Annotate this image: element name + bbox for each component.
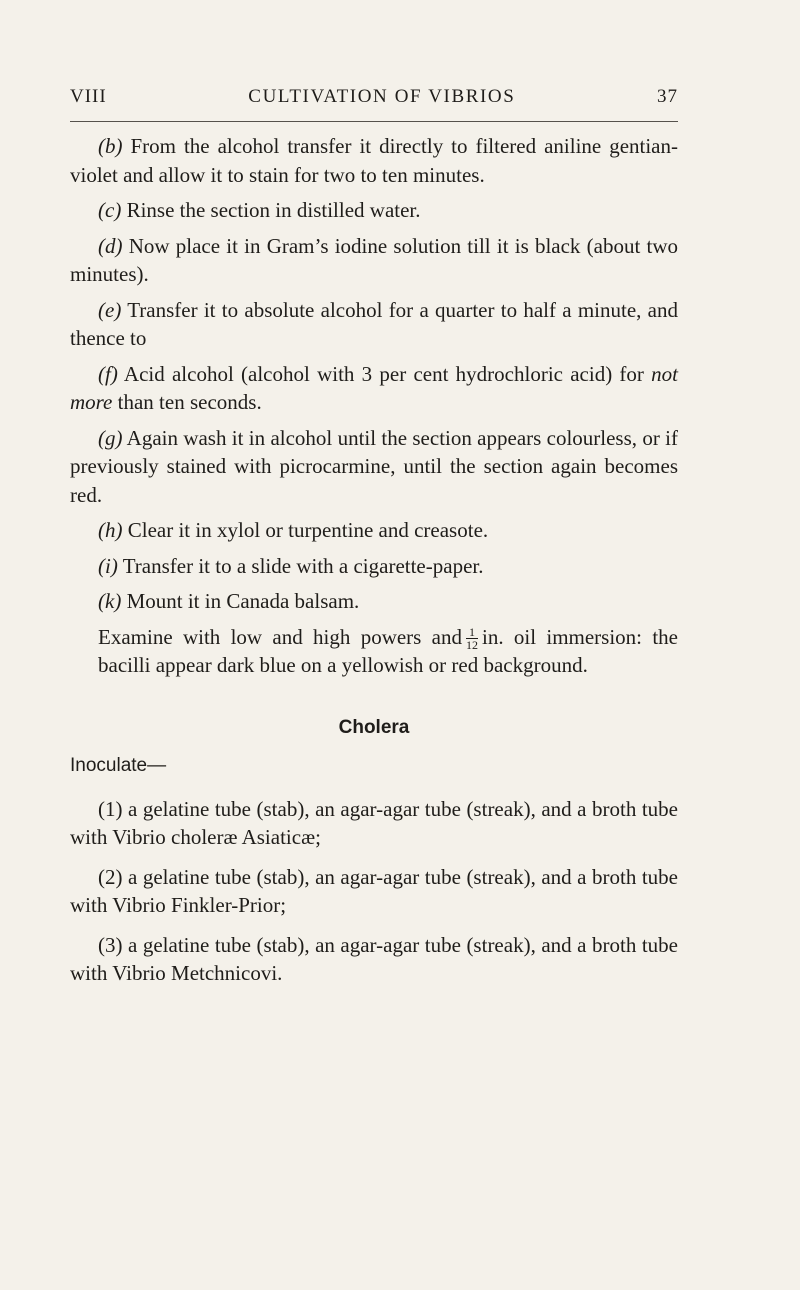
chapter-number: VIII	[70, 86, 107, 107]
inoculation-item	[70, 931, 678, 988]
step-marker: (c)	[98, 198, 122, 222]
step-marker: (d)	[98, 233, 123, 258]
item-text: a gelatine tube (stab), an agar-agar tube (streak), and a broth tube with Vibrio Finkler-Prior;	[70, 864, 678, 917]
section-heading: Cholera	[338, 716, 410, 738]
step-marker: (g)	[98, 425, 123, 450]
running-title: CULTIVATION OF VIBRIOS	[248, 86, 516, 107]
step-marker: (b)	[98, 134, 123, 158]
step-g	[70, 424, 678, 510]
header-rule	[70, 121, 678, 122]
step-text: Mount it in Canada balsam.	[126, 589, 360, 613]
examine-text: Examine with low and high powers and	[98, 624, 462, 649]
item-text: a gelatine tube (stab), an agar-agar tube (streak), and a broth tube with Vibrio choleræ Asiaticæ;	[70, 796, 678, 849]
examine-paragraph	[70, 623, 678, 680]
page-body	[70, 132, 678, 999]
step-text: Again wash it in alcohol until the section appears colourless, or if previously stained with picrocarmine, until the section again becomes red.	[70, 425, 678, 507]
inoculation-item	[70, 863, 678, 920]
fraction-denominator: 12	[465, 637, 478, 652]
step-marker: (k)	[98, 589, 122, 613]
step-e	[70, 296, 678, 353]
step-text: Now place it in Gram’s iodine solution till it is black (about two minutes).	[70, 233, 678, 286]
examine-text-end: in. oil immersion: the bacilli appear dark blue on a yellowish or red background.	[98, 624, 678, 677]
fraction-numerator: 1	[466, 626, 478, 639]
running-header	[70, 86, 678, 108]
step-marker: (h)	[98, 518, 123, 542]
step-f	[70, 360, 678, 417]
item-text: a gelatine tube (stab), an agar-agar tube (streak), and a broth tube with Vibrio Metchnicovi.	[70, 932, 678, 985]
item-number: (1)	[98, 796, 123, 821]
step-c	[70, 196, 678, 225]
item-number: (2)	[98, 864, 123, 889]
step-text: From the alcohol transfer it directly to filtered aniline gentian-violet and allow it to stain for two to ten minutes.	[70, 134, 678, 187]
step-marker: (i)	[98, 553, 118, 578]
step-text: Transfer it to a slide with a cigarette-paper.	[122, 553, 484, 578]
inoculate-label: Inoculate—	[70, 755, 167, 776]
step-text: Transfer it to absolute alcohol for a quarter to half a minute, and thence to	[70, 297, 678, 350]
step-marker: (e)	[98, 297, 122, 322]
step-text-end: than ten seconds.	[117, 390, 262, 414]
page-number: 37	[657, 86, 678, 107]
step-emphasis: not more	[70, 361, 679, 414]
step-d	[70, 232, 678, 289]
step-text: Rinse the section in distilled water.	[126, 198, 421, 222]
step-i	[70, 552, 678, 581]
step-h	[70, 516, 678, 545]
step-k	[70, 587, 678, 616]
inoculation-item	[70, 795, 678, 852]
item-number: (3)	[98, 932, 123, 957]
step-text: Acid alcohol (alcohol with 3 per cent hydrochloric acid) for	[123, 361, 644, 386]
step-text: Clear it in xylol or turpentine and creasote.	[127, 518, 489, 542]
step-marker: (f)	[98, 361, 118, 386]
fraction	[466, 626, 478, 651]
step-b	[70, 132, 678, 189]
